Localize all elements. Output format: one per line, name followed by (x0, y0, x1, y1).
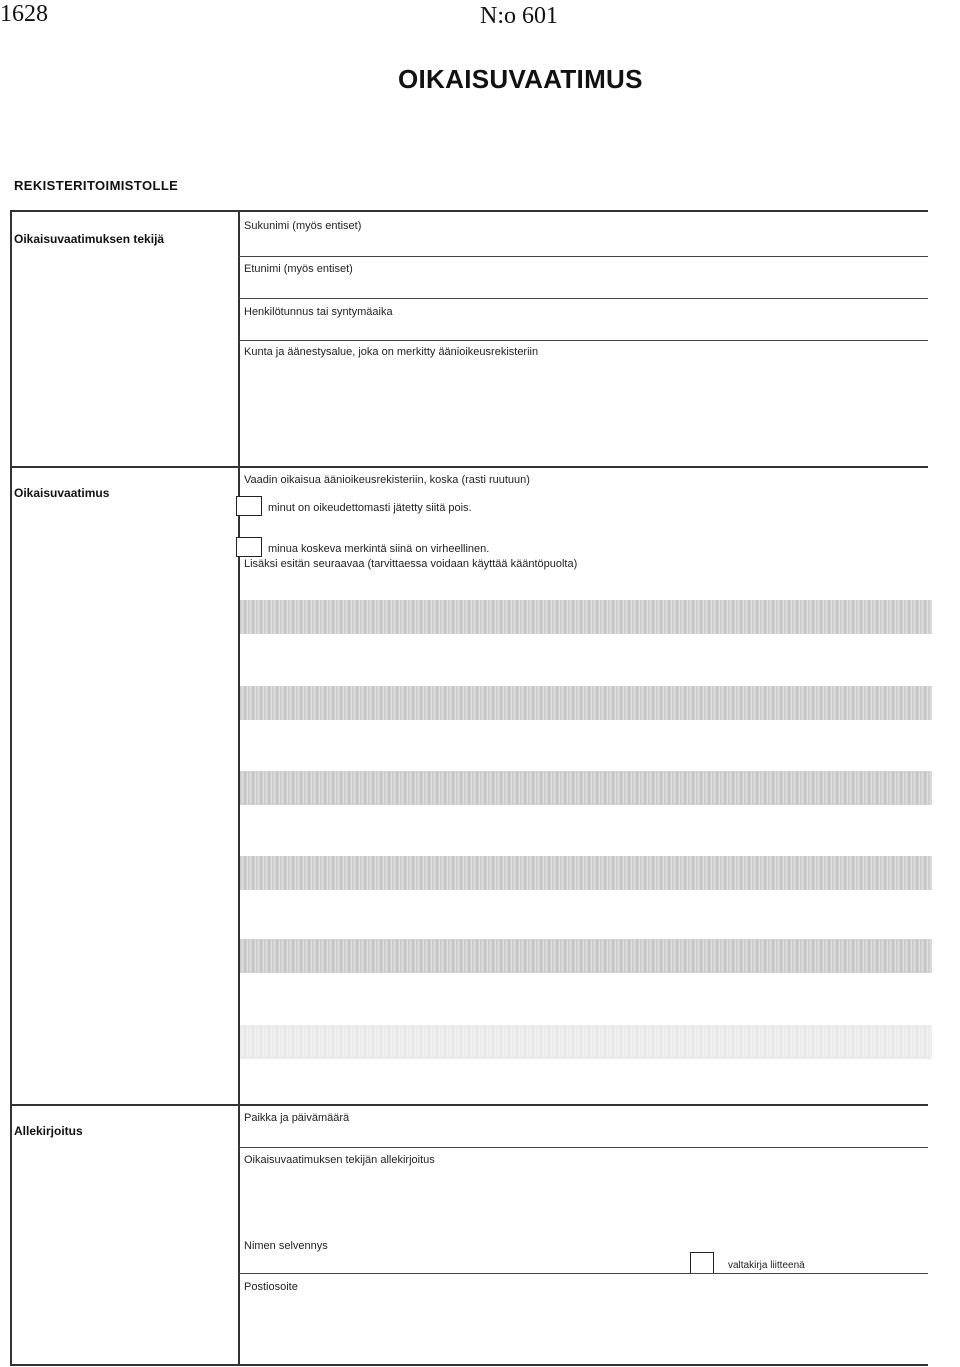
power-of-attorney-label: valtakirja liitteenä (728, 1260, 805, 1271)
document-title: OIKAISUVAATIMUS (398, 64, 643, 94)
statement-line[interactable] (240, 686, 932, 720)
additional-statement-label: Lisäksi esitän seuraavaa (tarvittaessa voidaan käyttää kääntöpuolta) (244, 558, 578, 570)
firstname-field-label: Etunimi (myös entiset) (244, 263, 353, 275)
firstname-line[interactable] (238, 298, 928, 299)
id-field-label: Henkilötunnus tai syntymäaika (244, 306, 393, 318)
statement-line[interactable] (240, 1025, 932, 1059)
claim-section-label: Oikaisuvaatimus (14, 486, 110, 500)
issue-number: N:o 601 (480, 3, 558, 29)
statement-line[interactable] (240, 600, 932, 634)
form-top-border (10, 210, 928, 212)
correction-form (10, 170, 930, 1367)
incorrect-option-label: minua koskeva merkintä siinä on virheellinen. (268, 543, 490, 555)
page-number: 1628 (0, 1, 48, 27)
power-of-attorney-checkbox[interactable] (690, 1252, 714, 1274)
municipality-field-label: Kunta ja äänestysalue, joka on merkitty äänioikeusrekisteriin (244, 346, 539, 358)
statement-line[interactable] (240, 939, 932, 973)
omitted-checkbox[interactable] (236, 496, 262, 516)
omitted-option-label: minut on oikeudettomasti jätetty siitä pois. (268, 502, 472, 514)
signature-section-label: Allekirjoitus (14, 1124, 83, 1138)
form-left-border (10, 210, 12, 1365)
statement-line[interactable] (240, 771, 932, 805)
submitter-section-label: Oikaisuvaatimuksen tekijä (14, 232, 165, 246)
name-clarification-line[interactable] (238, 1273, 928, 1274)
surname-line[interactable] (238, 256, 928, 257)
recipient-heading: REKISTERITOIMISTOLLE (14, 178, 179, 193)
incorrect-entry-checkbox[interactable] (236, 537, 262, 557)
place-date-label: Paikka ja päivämäärä (244, 1112, 350, 1124)
place-date-line[interactable] (238, 1147, 928, 1148)
signature-label: Oikaisuvaatimuksen tekijän allekirjoitus (244, 1154, 435, 1166)
name-clarification-label: Nimen selvennys (244, 1240, 328, 1252)
signature-section-divider (10, 1104, 928, 1106)
statement-line[interactable] (240, 856, 932, 890)
claim-intro: Vaadin oikaisua äänioikeusrekisteriin, koska (rasti ruutuun) (244, 474, 530, 486)
claim-section-divider (10, 466, 928, 468)
id-line[interactable] (238, 340, 928, 341)
postal-address-label: Postiosoite (244, 1281, 298, 1293)
surname-field-label: Sukunimi (myös entiset) (244, 220, 362, 232)
form-bottom-border (10, 1364, 928, 1366)
